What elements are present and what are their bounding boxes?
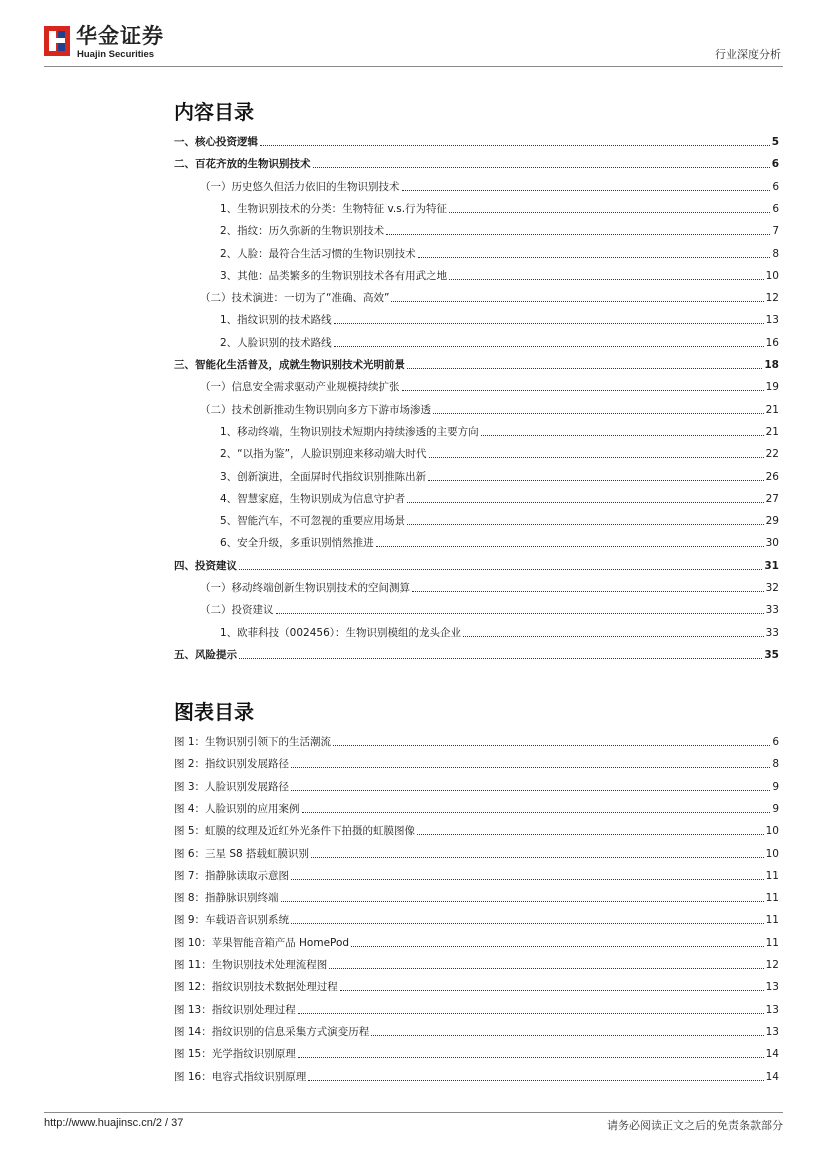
entry-title: 图 12：指纹识别技术数据处理过程 bbox=[174, 981, 338, 994]
contents-title: 内容目录 bbox=[174, 100, 254, 124]
dot-leader bbox=[276, 613, 764, 614]
huajin-logo-icon bbox=[44, 26, 70, 56]
entry-page-number: 10 bbox=[765, 269, 779, 282]
entry-page-number: 13 bbox=[765, 1025, 779, 1038]
entry-page-number: 6 bbox=[772, 736, 779, 748]
toc-entry[interactable] bbox=[174, 579, 779, 595]
figure-entry[interactable] bbox=[174, 867, 779, 883]
toc-entry[interactable] bbox=[174, 445, 779, 461]
toc-entry[interactable] bbox=[174, 468, 779, 484]
toc-entry[interactable] bbox=[174, 624, 779, 640]
entry-page-number: 6 bbox=[772, 202, 779, 215]
entry-title: 图 3：人脸识别发展路径 bbox=[174, 780, 290, 793]
dot-leader bbox=[386, 234, 770, 235]
entry-page-number: 31 bbox=[764, 559, 779, 572]
dot-leader bbox=[407, 524, 763, 525]
entry-page-number: 10 bbox=[765, 825, 779, 838]
entry-page-number: 16 bbox=[765, 336, 779, 349]
entry-page-number: 13 bbox=[765, 981, 779, 994]
dot-leader bbox=[291, 879, 764, 880]
entry-title: 2、人脸：最符合生活习惯的生物识别技术 bbox=[220, 247, 416, 260]
entry-page-number: 22 bbox=[765, 448, 779, 461]
toc-entry[interactable] bbox=[174, 222, 779, 238]
entry-title: （一）移动终端创新生物识别技术的空间测算 bbox=[200, 582, 410, 594]
figure-entry[interactable] bbox=[174, 778, 779, 794]
entry-title: 一、核心投资逻辑 bbox=[174, 136, 258, 148]
figure-entry[interactable] bbox=[174, 1023, 779, 1039]
toc-entry[interactable] bbox=[174, 178, 779, 194]
document-type: 行业深度分析 bbox=[715, 48, 781, 61]
dot-leader bbox=[239, 658, 762, 659]
entry-title: （二）技术演进：一切为了“准确、高效” bbox=[200, 292, 390, 305]
entry-page-number: 8 bbox=[772, 247, 779, 260]
entry-page-number: 9 bbox=[772, 802, 779, 815]
entry-page-number: 33 bbox=[765, 626, 779, 639]
entry-title: 图 9：车载语音识别系统 bbox=[174, 914, 290, 927]
dot-leader bbox=[407, 368, 762, 369]
entry-page-number: 5 bbox=[771, 136, 779, 148]
toc-entry[interactable] bbox=[174, 423, 779, 439]
entry-title: 5、智能汽车，不可忽视的重要应用场景 bbox=[220, 515, 406, 528]
entry-title: （二）技术创新推动生物识别向多方下游市场渗透 bbox=[200, 403, 431, 416]
entry-title: 3、创新演进，全面屏时代指纹识别推陈出新 bbox=[220, 470, 427, 483]
toc-entry[interactable] bbox=[174, 512, 779, 528]
entry-page-number: 35 bbox=[764, 648, 779, 661]
dot-leader bbox=[418, 257, 771, 258]
entry-title: 2、指纹：历久弥新的生物识别技术 bbox=[220, 225, 385, 238]
entry-page-number: 21 bbox=[765, 425, 779, 438]
entry-title: 图 7：指静脉读取示意图 bbox=[174, 869, 290, 882]
dot-leader bbox=[281, 901, 764, 902]
footer-url[interactable]: http://www.huajinsc.cn/2 / 37 bbox=[44, 1117, 184, 1129]
figure-entry[interactable] bbox=[174, 845, 779, 861]
dot-leader bbox=[371, 1035, 763, 1036]
toc-entry[interactable] bbox=[174, 557, 779, 573]
entry-page-number: 18 bbox=[764, 359, 779, 371]
entry-page-number: 6 bbox=[772, 180, 779, 193]
entry-page-number: 13 bbox=[765, 314, 779, 327]
entry-page-number: 29 bbox=[765, 515, 779, 528]
toc-entry[interactable] bbox=[174, 133, 779, 149]
entry-page-number: 12 bbox=[765, 292, 779, 305]
entry-title: 图 14：指纹识别的信息采集方式演变历程 bbox=[174, 1025, 370, 1038]
dot-leader bbox=[407, 502, 763, 503]
dot-leader bbox=[417, 834, 764, 835]
dot-leader bbox=[333, 745, 770, 746]
entry-page-number: 19 bbox=[765, 381, 779, 394]
entry-page-number: 6 bbox=[771, 158, 779, 171]
figure-entry[interactable] bbox=[174, 1001, 779, 1017]
dot-leader bbox=[334, 323, 764, 324]
entry-page-number: 11 bbox=[765, 936, 779, 949]
entry-page-number: 10 bbox=[765, 847, 779, 860]
dot-leader bbox=[302, 812, 771, 813]
entry-title: （一）历史悠久但活力依旧的生物识别技术 bbox=[200, 180, 400, 193]
entry-page-number: 9 bbox=[772, 780, 779, 793]
entry-page-number: 26 bbox=[765, 470, 779, 483]
dot-leader bbox=[291, 767, 770, 768]
entry-title: 图 2：指纹识别发展路径 bbox=[174, 758, 290, 771]
dot-leader bbox=[291, 790, 770, 791]
entry-title: 3、其他：品类繁多的生物识别技术各有用武之地 bbox=[220, 269, 448, 282]
dot-leader bbox=[376, 546, 764, 547]
entry-title: 图 6：三星 S8 搭载虹膜识别 bbox=[174, 847, 310, 860]
dot-leader bbox=[291, 923, 764, 924]
toc-entry[interactable] bbox=[174, 267, 779, 283]
entry-title: 图 16：电容式指纹识别原理 bbox=[174, 1070, 307, 1083]
dot-leader bbox=[340, 990, 764, 991]
toc-entry[interactable] bbox=[174, 646, 779, 662]
entry-page-number: 14 bbox=[765, 1070, 779, 1083]
toc-entry[interactable] bbox=[174, 245, 779, 261]
dot-leader bbox=[481, 435, 764, 436]
toc-entry[interactable] bbox=[174, 289, 779, 305]
toc-entry[interactable] bbox=[174, 356, 779, 372]
entry-title: 图 4：人脸识别的应用案例 bbox=[174, 802, 300, 815]
toc-entry[interactable] bbox=[174, 601, 779, 617]
figure-entry[interactable] bbox=[174, 822, 779, 838]
entry-page-number: 32 bbox=[765, 582, 779, 594]
figure-entry[interactable] bbox=[174, 755, 779, 771]
entry-title: 图 11：生物识别技术处理流程图 bbox=[174, 959, 328, 971]
figure-entry[interactable] bbox=[174, 978, 779, 994]
entry-title: 图 1：生物识别引领下的生活潮流 bbox=[174, 736, 332, 748]
entry-title: 1、生物识别技术的分类：生物特征 v.s.行为特征 bbox=[220, 202, 448, 215]
entry-title: 图 5：虹膜的纹理及近红外光条件下拍摄的虹膜图像 bbox=[174, 825, 416, 838]
dot-leader bbox=[334, 346, 764, 347]
entry-title: 2、人脸识别的技术路线 bbox=[220, 336, 332, 349]
figure-entry[interactable] bbox=[174, 889, 779, 905]
entry-title: 四、投资建议 bbox=[174, 559, 237, 572]
figure-entry[interactable] bbox=[174, 1045, 779, 1061]
dot-leader bbox=[429, 457, 764, 458]
entry-page-number: 30 bbox=[765, 537, 779, 550]
toc-entry[interactable] bbox=[174, 401, 779, 417]
figures-title: 图表目录 bbox=[174, 700, 254, 724]
logo-english-name: Huajin Securities bbox=[77, 49, 155, 60]
entry-page-number: 13 bbox=[765, 1003, 779, 1016]
toc-entry[interactable] bbox=[174, 378, 779, 394]
toc-entry[interactable] bbox=[174, 311, 779, 327]
dot-leader bbox=[298, 1057, 764, 1058]
entry-title: 图 13：指纹识别处理过程 bbox=[174, 1003, 296, 1016]
entry-page-number: 11 bbox=[765, 892, 779, 905]
entry-page-number: 11 bbox=[765, 914, 779, 927]
entry-page-number: 11 bbox=[765, 869, 779, 882]
dot-leader bbox=[313, 167, 770, 168]
entry-page-number: 21 bbox=[765, 403, 779, 416]
dot-leader bbox=[449, 279, 763, 280]
dot-leader bbox=[433, 413, 764, 414]
figure-entry[interactable] bbox=[174, 956, 779, 972]
entry-page-number: 14 bbox=[765, 1048, 779, 1061]
entry-page-number: 7 bbox=[772, 225, 779, 238]
disclaimer-notice: 请务必阅读正文之后的免责条款部分 bbox=[607, 1119, 783, 1132]
entry-title: （二）投资建议 bbox=[200, 604, 274, 617]
entry-title: 1、移动终端，生物识别技术短期内持续渗透的主要方向 bbox=[220, 425, 479, 438]
dot-leader bbox=[260, 145, 770, 146]
entry-title: 图 15：光学指纹识别原理 bbox=[174, 1048, 296, 1061]
logo-chinese-name: 华金证券 bbox=[76, 24, 164, 48]
toc-entry[interactable] bbox=[174, 334, 779, 350]
dot-leader bbox=[449, 212, 770, 213]
entry-title: 二、百花齐放的生物识别技术 bbox=[174, 158, 311, 171]
dot-leader bbox=[239, 569, 762, 570]
page-header bbox=[44, 24, 783, 67]
entry-title: 五、风险提示 bbox=[174, 648, 237, 661]
dot-leader bbox=[311, 857, 764, 858]
figure-entry[interactable] bbox=[174, 733, 779, 749]
entry-page-number: 27 bbox=[765, 492, 779, 505]
dot-leader bbox=[463, 636, 764, 637]
entry-title: 图 8：指静脉识别终端 bbox=[174, 892, 279, 905]
dot-leader bbox=[402, 390, 764, 391]
dot-leader bbox=[428, 480, 763, 481]
dot-leader bbox=[391, 301, 763, 302]
entry-title: 4、智慧家庭，生物识别成为信息守护者 bbox=[220, 492, 406, 505]
entry-title: 图 10：苹果智能音箱产品 HomePod bbox=[174, 936, 350, 949]
entry-page-number: 12 bbox=[765, 959, 779, 971]
figure-entry[interactable] bbox=[174, 934, 779, 950]
page-footer bbox=[44, 1112, 783, 1132]
entry-title: 三、智能化生活普及，成就生物识别技术光明前景 bbox=[174, 359, 405, 371]
entry-title: 2、“以指为鉴”，人脸识别迎来移动端大时代 bbox=[220, 448, 427, 461]
entry-title: （一）信息安全需求驱动产业规模持续扩张 bbox=[200, 381, 400, 394]
dot-leader bbox=[298, 1013, 764, 1014]
figure-entry[interactable] bbox=[174, 911, 779, 927]
entry-page-number: 33 bbox=[765, 604, 779, 617]
dot-leader bbox=[351, 946, 764, 947]
entry-page-number: 8 bbox=[772, 758, 779, 771]
toc-entry[interactable] bbox=[174, 155, 779, 171]
dot-leader bbox=[308, 1080, 763, 1081]
entry-title: 1、欧菲科技（002456）：生物识别模组的龙头企业 bbox=[220, 626, 462, 639]
figure-entry[interactable] bbox=[174, 1068, 779, 1084]
dot-leader bbox=[402, 190, 771, 191]
entry-title: 1、指纹识别的技术路线 bbox=[220, 314, 332, 327]
dot-leader bbox=[412, 591, 764, 592]
figure-entry[interactable] bbox=[174, 800, 779, 816]
toc-entry[interactable] bbox=[174, 490, 779, 506]
toc-entry[interactable] bbox=[174, 200, 779, 216]
dot-leader bbox=[329, 968, 763, 969]
toc-entry[interactable] bbox=[174, 534, 779, 550]
entry-title: 6、安全升级，多重识别悄然推进 bbox=[220, 537, 374, 550]
